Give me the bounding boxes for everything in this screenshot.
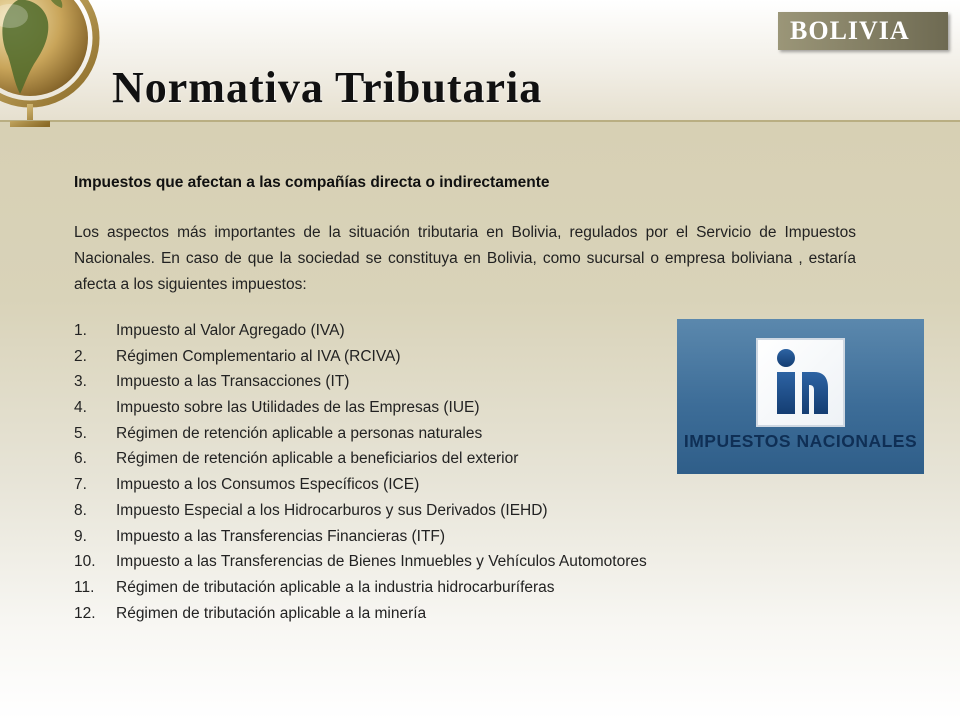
list-item-number: 2. bbox=[74, 347, 87, 365]
list-item bbox=[74, 575, 794, 601]
page-title: Normativa Tributaria bbox=[112, 63, 543, 112]
logo-text: IMPUESTOS NACIONALES bbox=[683, 431, 918, 451]
list-item-text: Régimen Complementario al IVA (RCIVA) bbox=[116, 347, 401, 365]
list-item-number: 8. bbox=[74, 501, 87, 519]
list-item-number: 9. bbox=[74, 527, 87, 545]
list-item bbox=[74, 472, 794, 498]
list-item-number: 12. bbox=[74, 604, 96, 622]
logo-square bbox=[756, 338, 845, 427]
list-item-text: Impuesto a las Transferencias de Bienes Inmuebles y Vehículos Automotores bbox=[116, 553, 647, 571]
list-item bbox=[74, 498, 794, 524]
list-item-text: Impuesto a los Consumos Específicos (ICE) bbox=[116, 476, 420, 494]
list-item-text: Régimen de tributación aplicable a la minería bbox=[116, 604, 427, 622]
list-item-number: 1. bbox=[74, 322, 87, 339]
intro-paragraph: Los aspectos más importantes de la situación tributaria en Bolivia, regulados por el Servicio de Impuestos Nacionales. En caso de que la sociedad se constituya en Bolivia, como sucursal o empresa boliviana , estaría afecta a los siguientes impuestos: bbox=[74, 224, 856, 293]
list-item-text: Régimen de tributación aplicable a la industria hidrocarburíferas bbox=[116, 578, 555, 596]
list-item-text: Impuesto Especial a los Hidrocarburos y sus Derivados (IEHD) bbox=[116, 501, 548, 519]
list-item bbox=[74, 601, 794, 627]
list-item-number: 10. bbox=[74, 553, 96, 571]
list-item-number: 3. bbox=[74, 373, 87, 391]
list-item-text: Impuesto a las Transacciones (IT) bbox=[116, 373, 350, 391]
list-item-number: 5. bbox=[74, 424, 87, 442]
list-item-number: 6. bbox=[74, 450, 87, 468]
list-item-number: 7. bbox=[74, 476, 87, 494]
list-item-text: Impuesto a las Transferencias Financieras (ITF) bbox=[116, 527, 446, 545]
section-subheading: Impuestos que afectan a las compañías directa o indirectamente bbox=[74, 174, 550, 191]
list-item-number: 4. bbox=[74, 399, 87, 417]
list-item-text: Régimen de retención aplicable a personas naturales bbox=[116, 424, 483, 442]
list-item-number: 11. bbox=[74, 578, 95, 596]
impuestos-nacionales-logo bbox=[677, 319, 924, 474]
list-item-text: Impuesto sobre las Utilidades de las Empresas (IUE) bbox=[116, 399, 480, 417]
impuestos-logo-icon bbox=[758, 340, 843, 425]
list-item-text: Régimen de retención aplicable a beneficiarios del exterior bbox=[116, 450, 519, 468]
country-tag: BOLIVIA bbox=[778, 12, 948, 50]
globe-icon bbox=[0, 0, 100, 130]
list-item bbox=[74, 524, 794, 550]
list-item bbox=[74, 549, 794, 575]
list-item-text: Impuesto al Valor Agregado (IVA) bbox=[116, 322, 345, 339]
